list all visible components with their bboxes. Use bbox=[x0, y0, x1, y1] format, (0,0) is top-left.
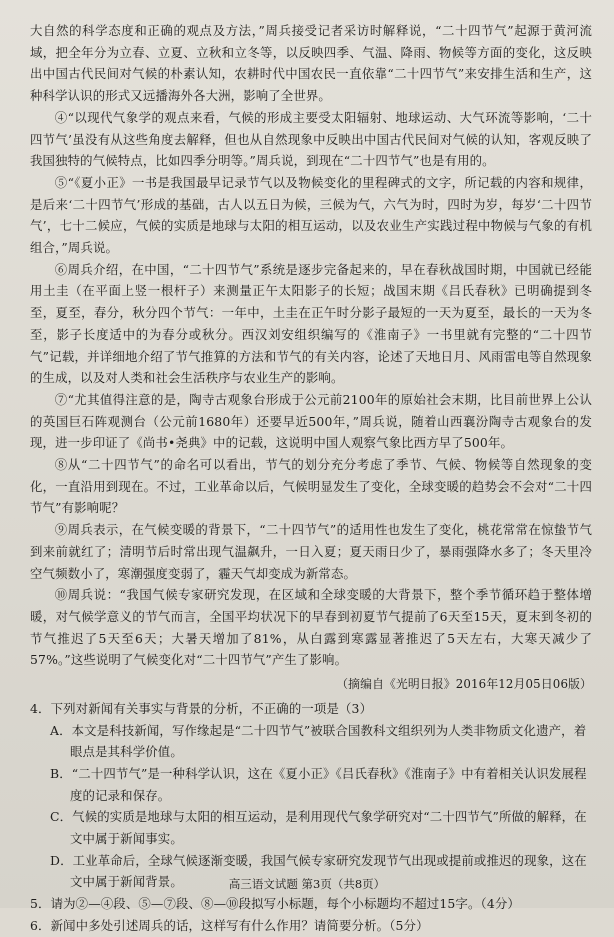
question-4-option-b: B．“二十四节气”是一种科学认识，这在《夏小正》《吕氏春秋》《淮南子》中有着相关认识发展程度的记录和保存。 bbox=[50, 765, 587, 803]
article-paragraph-1: 大自然的科学态度和正确的观点及方法，”周兵接受记者采访时解释说，“二十四节气”起源于黄河流域，把全年分为立春、立夏、立秋和立冬等，以反映四季、气温、降雨、物候等方面的变化，这反映出中国古代民间对气候的朴素认知，农耕时代中国农民一直依靠“二十四节气”来安排生活和生产，这种科学认识的形式又远播海外各大洲，影响了全世界。 bbox=[30, 23, 592, 104]
page-content bbox=[30, 20, 592, 937]
question-4-stem: 4．下列对新闻有关事实与背景的分析，不正确的一项是（3） bbox=[30, 700, 373, 716]
question-6: 6．新闻中多处引述周兵的话，这样写有什么作用？请简要分析。（5分） bbox=[30, 917, 429, 933]
question-4-option-c: C．气候的实质是地球与太阳的相互运动，是利用现代气象学研究对“二十四节气”所做的解释，在文中属于新闻事实。 bbox=[50, 809, 587, 847]
article-paragraph-8: ⑧从“二十四节气”的命名可以看出，节气的划分充分考虑了季节、气候、物候等自然现象的变化，一直沿用到现在。不过，工业革命以后，气候明显发生了变化，全球变暖的趋势会不会对“二十四节气”有影响呢？ bbox=[30, 457, 592, 516]
article-paragraph-9: ⑨周兵表示，在气候变暖的背景下，“二十四节气”的适用性也发生了变化，桃花常常在惊蛰节气到来前就红了；清明节后时常出现气温飙升，一日入夏；夏天雨日少了，暴雨强降水多了；冬天里冷空气频数小了，寒潮强度变弱了，霾天气却变成为新常态。 bbox=[30, 522, 592, 581]
article-source: （摘编自《光明日报》2016年12月05日06版） bbox=[336, 677, 592, 692]
article-paragraph-6: ⑥周兵介绍，在中国，“二十四节气”系统是逐步完备起来的，早在春秋战国时期，中国就已经能用土圭（在平面上竖一根杆子）来测量正午太阳影子的长短；战国末期《吕氏春秋》已明确提到冬至，夏至，春分，秋分四个节气：一年中，土圭在正午时分影子最短的一天为夏至，最长的一天为冬至，影子长度适中的为春分或秋分。西汉刘安组织编写的《淮南子》一书里就有完整的“二十四节气”记载，并详细地介绍了节气推算的方法和节气的有关内容，论述了天地日月、风雨雷电等自然现象的生成，以及对人类和社会生活秩序与农业生产的影响。 bbox=[30, 261, 592, 386]
article-paragraph-5: ⑤“《夏小正》一书是我国最早记录节气以及物候变化的里程碑式的文字，所记载的内容和规律，是后来‘二十四节气’形成的基础，古人以五日为候，三候为气，六气为时，四时为岁，每岁‘二十四节气’，七十二候应，气候的实质是地球与太阳的相互运动，以及农业生产实践过程中物候与气象的有机组合，”周兵说。 bbox=[30, 174, 592, 256]
article-paragraph-7: ⑦“尤其值得注意的是，陶寺古观象台形成于公元前2100年的原始社会末期，比目前世界上公认的英国巨石阵观测台（公元前1680年）还要早近500年，”周兵说，随着山西襄汾陶寺古观象台的发现，进一步印证了《尚书•尧典》中的记载，这说明中国人观察气象比西方早了500年。 bbox=[30, 391, 592, 451]
question-4-option-a: A．本文是科技新闻，写作缘起是“二十四节气”被联合国教科文组织列为人类非物质文化遗产，着眼点是其科学价值。 bbox=[50, 722, 587, 760]
question-4-option-d: D．工业革命后，全球气候逐渐变暖，我国气候专家研究发现节气出现或提前或推迟的现象，这在文中属于新闻背景。 bbox=[50, 852, 587, 890]
article-paragraph-10: ⑩周兵说：“我国气候专家研究发现，在区域和全球变暖的大背景下，整个季节循环趋于整体增暖，对气候学意义的节气而言，全国平均状况下的早春到初夏节气提前了6天至15天，夏末到冬初的节气推迟了5天至6天；大暑天增加了81%，从白露到寒露显著推迟了5天左右，大寒天减少了57%。”这些说明了气候变化对“二十四节气”产生了影响。 bbox=[30, 587, 592, 668]
article-paragraph-4: ④“以现代气象学的观点来看，气候的形成主要受太阳辐射、地球运动、大气环流等影响，‘二十四节气’虽没有从这些角度去解释，但也从自然现象中反映出中国古代民间对气候的认知，客观反映了我国独特的气候特点，比如四季分明等。”周兵说，到现在“二十四节气”也是有用的。 bbox=[30, 109, 592, 169]
page-footer: 高三语文试题 第3页（共8页） bbox=[228, 877, 386, 891]
question-5: 5．请为②—④段、⑤—⑦段、⑧—⑩段拟写小标题，每个小标题均不超过15字。（4分） bbox=[30, 896, 520, 912]
